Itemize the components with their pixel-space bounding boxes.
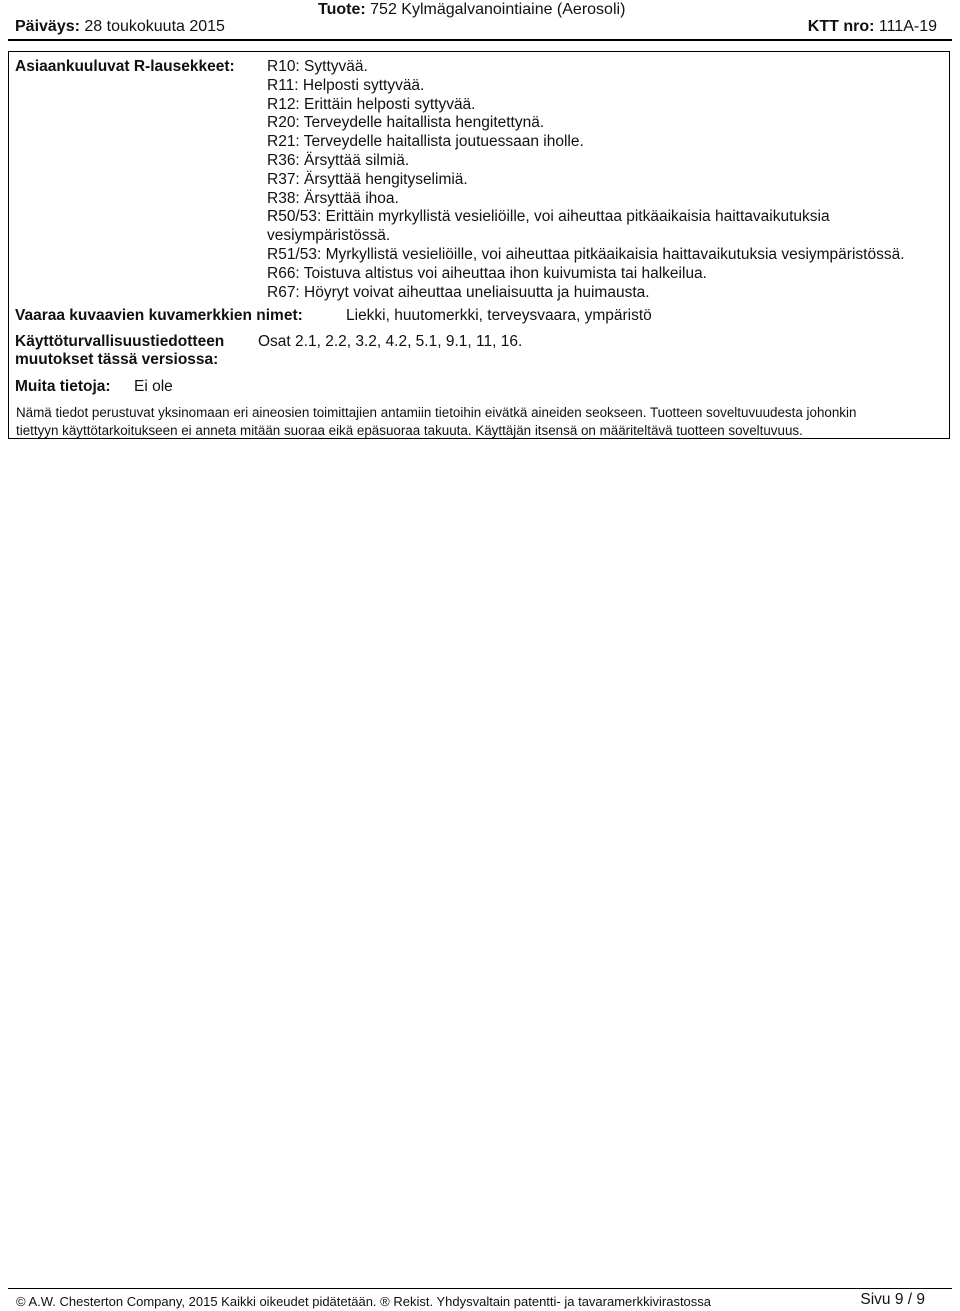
changes-label-line1: Käyttöturvallisuustiedotteen bbox=[15, 333, 225, 350]
r-phrase-item: R21: Terveydelle haitallista joutuessaan iholle. bbox=[267, 133, 584, 151]
r-phrase-item: R38: Ärsyttää ihoa. bbox=[267, 189, 399, 207]
footer-copyright: © A.W. Chesterton Company, 2015 Kaikki oikeudet pidätetään. ® Rekist. Yhdysvaltain patentti- ja tavaramerkkivirastossa bbox=[16, 1294, 712, 1309]
changes-label-line2: muutokset tässä versiossa: bbox=[15, 351, 219, 368]
disclaimer-note bbox=[16, 404, 942, 440]
page-number: Sivu 9 / 9 bbox=[860, 1291, 925, 1308]
other-info-label: Muita tietoja: bbox=[15, 378, 111, 395]
header-product bbox=[318, 1, 625, 19]
r-phrase-item: R12: Erittäin helposti syttyvää. bbox=[267, 95, 476, 113]
product-value: 752 Kylmägalvanointiaine (Aerosoli) bbox=[370, 1, 626, 18]
changes-value: Osat 2.1, 2.2, 3.2, 4.2, 5.1, 9.1, 11, 16. bbox=[258, 333, 523, 350]
r-phrase-item: R51/53: Myrkyllistä vesieliöille, voi aiheuttaa pitkäaikaisia haittavaikutuksia vesiympäristössä. bbox=[267, 245, 905, 263]
r-phrase-item: R66: Toistuva altistus voi aiheuttaa ihon kuivumista tai halkeilua. bbox=[267, 264, 707, 282]
r-phrase-item: R11: Helposti syttyvää. bbox=[267, 76, 425, 94]
r-phrase-item: R37: Ärsyttää hengityselimiä. bbox=[267, 170, 468, 188]
product-label: Tuote: bbox=[318, 1, 366, 18]
other-info-value: Ei ole bbox=[134, 378, 173, 395]
pictogram-label: Vaaraa kuvaavien kuvamerkkien nimet: bbox=[15, 307, 303, 324]
r-phrase-item: R50/53: Erittäin myrkyllistä vesieliöille, voi aiheuttaa pitkäaikaisia haittavaikutuksia bbox=[267, 208, 830, 226]
ktt-label: KTT nro: bbox=[807, 18, 875, 35]
page-footer bbox=[0, 1290, 960, 1311]
r-phrase-item: R67: Höyryt voivat aiheuttaa uneliaisuutta ja huimausta. bbox=[267, 283, 650, 301]
page-header bbox=[0, 0, 960, 40]
date-value: 28 toukokuuta 2015 bbox=[84, 18, 225, 35]
r-phrase-item: R10: Syttyvää. bbox=[267, 58, 368, 75]
header-date bbox=[15, 18, 225, 36]
header-divider bbox=[8, 39, 952, 41]
footer-divider bbox=[8, 1288, 952, 1289]
ktt-value: 111A-19 bbox=[878, 18, 937, 35]
header-ktt bbox=[808, 18, 937, 36]
r-phrase-item: R20: Terveydelle haitallista hengitettynä. bbox=[267, 114, 545, 132]
pictogram-value: Liekki, huutomerkki, terveysvaara, ympäristö bbox=[346, 307, 652, 324]
disclaimer-line: tiettyyn käyttötarkoitukseen ei anneta mitään suoraa eikä epäsuoraa takuuta. Käyttäjän itsensä on määriteltävä tuotteen soveltuvuus. bbox=[16, 423, 803, 438]
section-box bbox=[8, 51, 950, 439]
r-phrase-item: R36: Ärsyttää silmiä. bbox=[267, 151, 410, 169]
r-phrases-list bbox=[267, 58, 947, 302]
r-phrases-label: Asiaankuuluvat R-lausekkeet: bbox=[15, 58, 235, 75]
r-phrase-item: vesiympäristössä. bbox=[267, 227, 391, 245]
date-label: Päiväys: bbox=[15, 18, 80, 35]
disclaimer-line: Nämä tiedot perustuvat yksinomaan eri aineosien toimittajien antamiin tietoihin eivätkä aineiden seokseen. Tuotteen soveltuvuudesta johonkin bbox=[16, 405, 857, 420]
